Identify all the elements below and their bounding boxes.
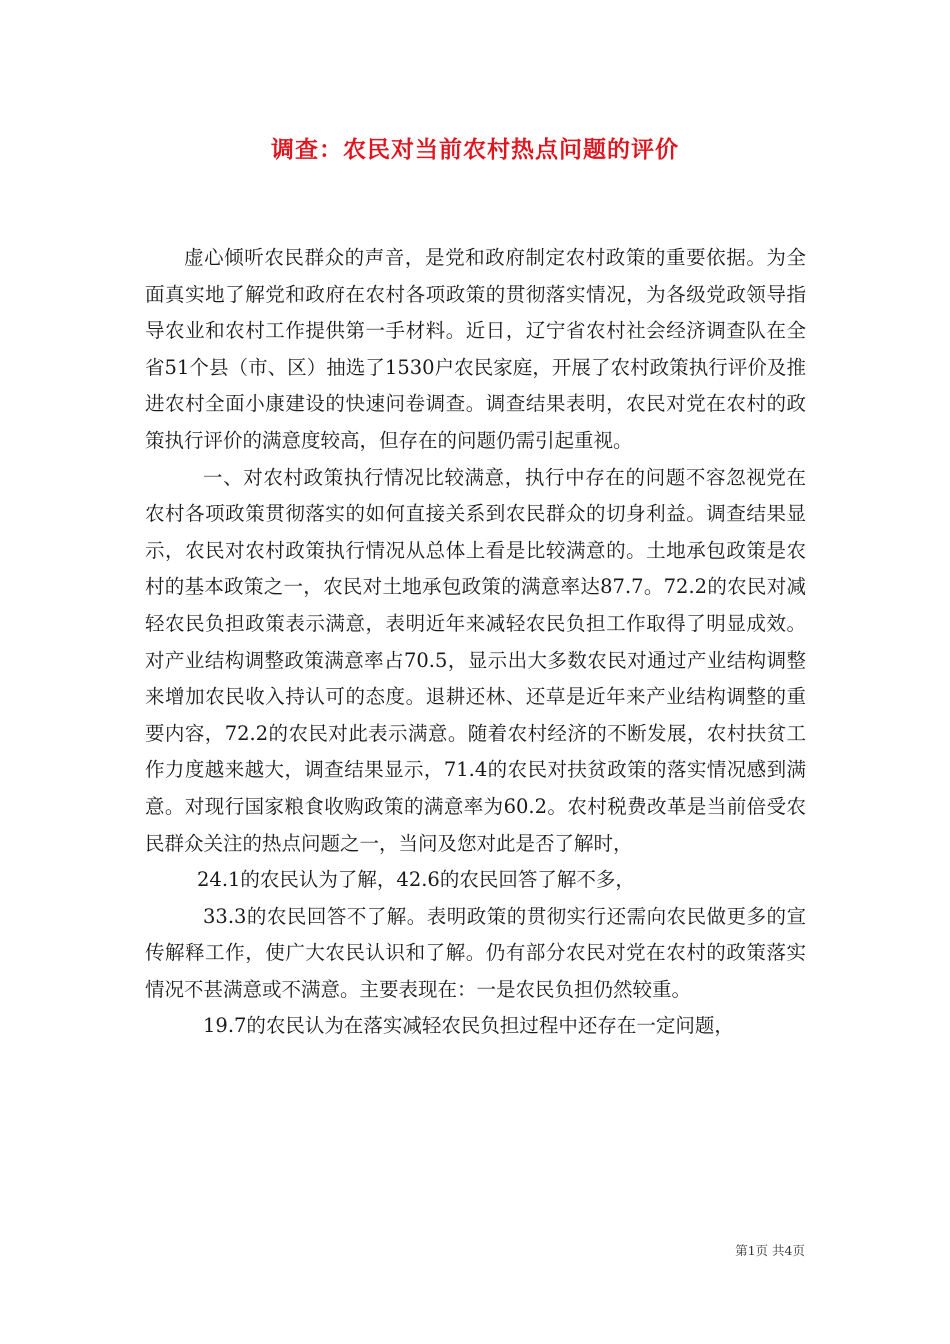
paragraph-intro: 虚心倾听农民群众的声音，是党和政府制定农村政策的重要依据。为全面真实地了解党和政府在农村各项政策的贯彻落实情况，为各级党政领导指导农业和农村工作提供第一手材料。近日，辽宁省农村社会经济调查队在全省51个县（市、区）抽选了1530户农民家庭，开展了农村政策执行评价及推进农村全面小康建设的快速问卷调查。调查结果表明，农民对党在农村的政策执行评价的满意度较高，但存在的问题仍需引起重视。 <box>145 246 806 452</box>
paragraph-section-one: 一、对农村政策执行情况比较满意，执行中存在的问题不容忽视党在农村各项政策贯彻落实的如何直接关系到农民群众的切身利益。调查结果显示，农民对农村政策执行情况从总体上看是比较满意的。土地承包政策是农村的基本政策之一，农民对土地承包政策的满意率达87.7。72.2的农民对减轻农民负担政策表示满意，表明近年来减轻农民负担工作取得了明显成效。对产业结构调整政策满意率占70.5，显示出大多数农民对通过产业结构调整来增加农民收入持认可的态度。退耕还林、还草是近年来产业结构调整的重要内容，72.2的农民对此表示满意。随着农村经济的不断发展，农村扶贫工作力度越来越大，调查结果显示，71.4的农民对扶贫政策的落实情况感到满意。对现行国家粮食收购政策的满意率为60.2。农村税费改革是当前倍受农民群众关注的热点问题之一，当问及您对此是否了解时， <box>145 465 806 855</box>
document-title: 调查：农民对当前农村热点问题的评价 <box>271 136 679 163</box>
paragraph-statistics-a: 24.1的农民认为了解，42.6的农民回答了解不多， <box>197 868 635 892</box>
paragraph-statistics-b: 33.3的农民回答不了解。表明政策的贯彻实行还需向农民做更多的宣传解释工作，使广大农民认识和了解。仍有部分农民对党在农村的政策落实情况不甚满意或不满意。主要表现在：一是农民负担仍然较重。 <box>145 904 806 1001</box>
page-number: 第1页 共4页 <box>735 1243 805 1258</box>
paragraph-burden: 19.7的农民认为在落实减轻农民负担过程中还存在一定问题， <box>203 1014 734 1038</box>
document-body <box>145 240 806 1045</box>
